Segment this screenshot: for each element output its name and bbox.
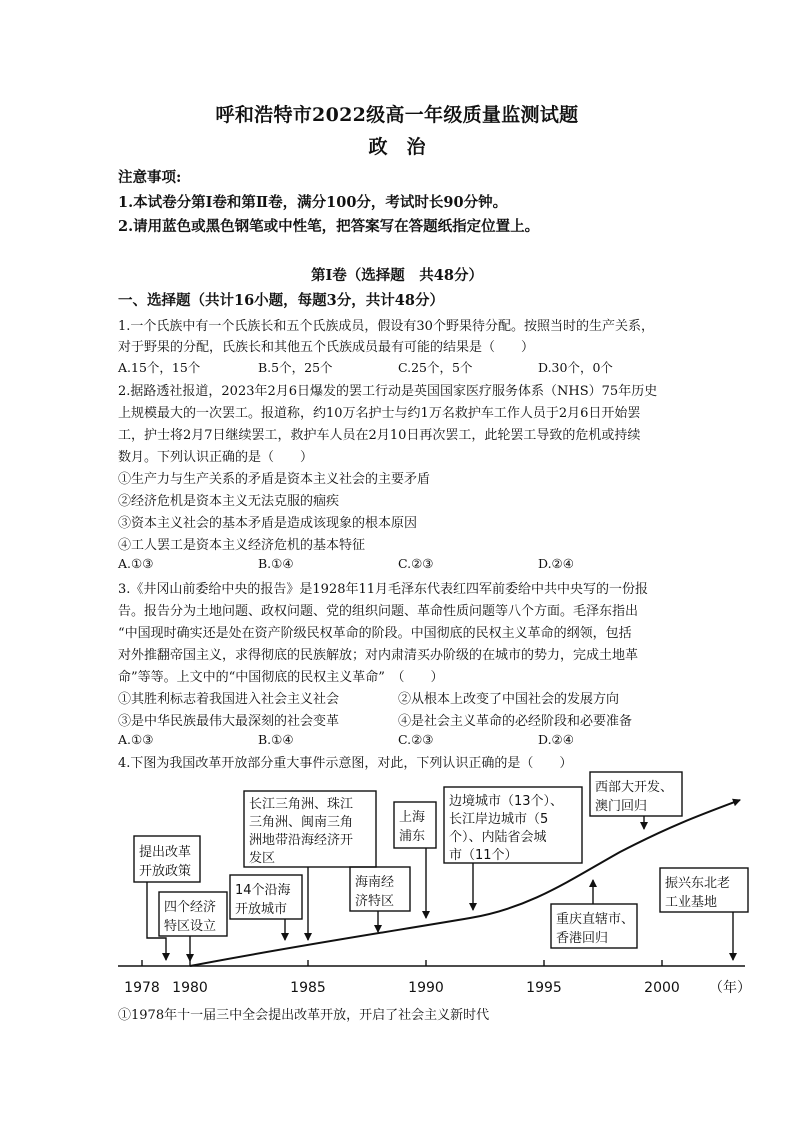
tick-label: 1995: [526, 980, 562, 996]
q1-line: 对于野果的分配，氏族长和其他五个氏族成员最有可能的结果是（ ）: [118, 340, 535, 355]
event-text: 14个沿海: [235, 883, 291, 898]
event-text: 浦东: [399, 829, 426, 844]
event-text: 个）、内陆省会城: [449, 830, 547, 845]
tick-label: 1990: [408, 980, 444, 996]
q2-option-c: C.②③: [398, 556, 434, 571]
q3-line: “中国现时确实还是处在资产阶级民权革命的阶段。中国彻底的民权主义革命的纲领，包括: [118, 626, 632, 641]
q3-statement-4: ④是社会主义革命的必经阶段和必要准备: [398, 714, 633, 729]
q3-line: 对外推翻帝国主义，求得彻底的民族解放；对内肃清买办阶级的在城市的势力，完成土地革: [118, 648, 639, 663]
event-text: 三角洲、闽南三角: [249, 815, 354, 830]
q3-line: 告。报告分为土地问题、政权问题、党的组织问题、革命性质问题等八个方面。毛泽东指出: [118, 604, 639, 619]
notice-item-1: 1.本试卷分第Ⅰ卷和第Ⅱ卷，满分100分，考试时长90分钟。: [118, 194, 508, 211]
event-text: 海南经: [355, 875, 395, 890]
q1-option-b: B.5个，25个: [258, 360, 333, 375]
q1-option-c: C.25个，5个: [398, 360, 473, 375]
axis-unit: （年）: [709, 980, 751, 996]
q1-option-d: D.30个，0个: [538, 360, 613, 375]
event-text: 长江岸边城市（5: [449, 812, 549, 827]
event-text: 洲地带沿海经济开: [249, 833, 354, 848]
event-text: 长江三角洲、珠江: [249, 797, 354, 812]
event-text: 香港回归: [556, 931, 609, 946]
event-text: 发区: [249, 851, 276, 866]
event-text: 开放城市: [235, 902, 288, 917]
q3-statement-3: ③是中华民族最伟大最深刻的社会变革: [118, 714, 340, 729]
q2-line: 数月。下列认识正确的是（ ）: [118, 450, 314, 465]
q2-statement-1: ①生产力与生产关系的矛盾是资本主义社会的主要矛盾: [118, 472, 431, 487]
event-text: 西部大开发、: [595, 780, 674, 795]
q3-option-a: A.①③: [118, 732, 154, 747]
q3-option-b: B.①④: [258, 732, 294, 747]
subject-title: 政 治: [368, 136, 426, 158]
q3-statement-2: ②从根本上改变了中国社会的发展方向: [398, 692, 620, 707]
q2-statement-2: ②经济危机是资本主义无法克服的痼疾: [118, 494, 340, 509]
q3-line: 命”等等。上文中的“中国彻底的民权主义革命” （ ）: [118, 670, 444, 685]
event-text: 特区设立: [164, 919, 217, 934]
q2-option-b: B.①④: [258, 556, 294, 571]
event-text: 济特区: [355, 894, 395, 909]
q1-option-a: A.15个，15个: [118, 360, 201, 375]
notice-heading: 注意事项:: [118, 169, 182, 186]
section-title: 一、选择题（共计16小题，每题3分，共计48分）: [118, 292, 444, 309]
event-text: 提出改革: [139, 845, 192, 860]
part-title: 第Ⅰ卷（选择题 共48分）: [311, 267, 483, 284]
q2-statement-4: ④工人罢工是资本主义经济危机的基本特征: [118, 538, 366, 553]
q2-line: 2.据路透社报道，2023年2月6日爆发的罢工行动是英国国家医疗服务体系（NHS）75年历史: [118, 384, 658, 399]
event-text: 上海: [399, 810, 426, 825]
tick-label: 1985: [290, 980, 326, 996]
q3-option-c: C.②③: [398, 732, 434, 747]
event-text: 四个经济: [164, 900, 217, 915]
q2-statement-3: ③资本主义社会的基本矛盾是造成该现象的根本原因: [118, 516, 418, 531]
q2-option-d: D.②④: [538, 556, 574, 571]
q2-line: 上规模最大的一次罢工。报道称，约10万名护士与约1万名救护车工作人员于2月6日开始罢: [118, 406, 641, 421]
tick-label: 1978: [124, 980, 160, 996]
event-text: 振兴东北老: [665, 876, 731, 891]
q4-statement-1: ①1978年十一届三中全会提出改革开放，开启了社会主义新时代: [118, 1008, 490, 1023]
q2-option-a: A.①③: [118, 556, 154, 571]
q2-line: 工，护士将2月7日继续罢工，救护车人员在2月10日再次罢工，此轮罢工导致的危机或持续: [118, 428, 641, 443]
event-text: 重庆直辖市、: [556, 912, 635, 927]
notice-item-2: 2.请用蓝色或黑色钢笔或中性笔，把答案写在答题纸指定位置上。: [118, 218, 540, 235]
q3-line: 3.《井冈山前委给中央的报告》是1928年11月毛泽东代表红四军前委给中共中央写的一份报: [118, 582, 649, 597]
event-text: 澳门回归: [595, 799, 648, 814]
exam-title: 呼和浩特市2022级高一年级质量监测试题: [215, 104, 579, 126]
event-text: 开放政策: [139, 864, 192, 879]
tick-label: 1980: [172, 980, 208, 996]
q4-line: 4.下图为我国改革开放部分重大事件示意图，对此，下列认识正确的是（ ）: [118, 756, 573, 771]
event-text: 边境城市（13个）、: [449, 794, 564, 809]
q1-line: 1.一个氏族中有一个氏族长和五个氏族成员，假设有30个野果待分配。按照当时的生产关系，: [118, 319, 654, 334]
tick-label: 2000: [644, 980, 680, 996]
q3-statement-1: ①其胜利标志着我国进入社会主义社会: [118, 692, 340, 707]
event-text: 工业基地: [665, 895, 718, 910]
q3-option-d: D.②④: [538, 732, 574, 747]
event-text: 市（11个）: [449, 848, 518, 863]
